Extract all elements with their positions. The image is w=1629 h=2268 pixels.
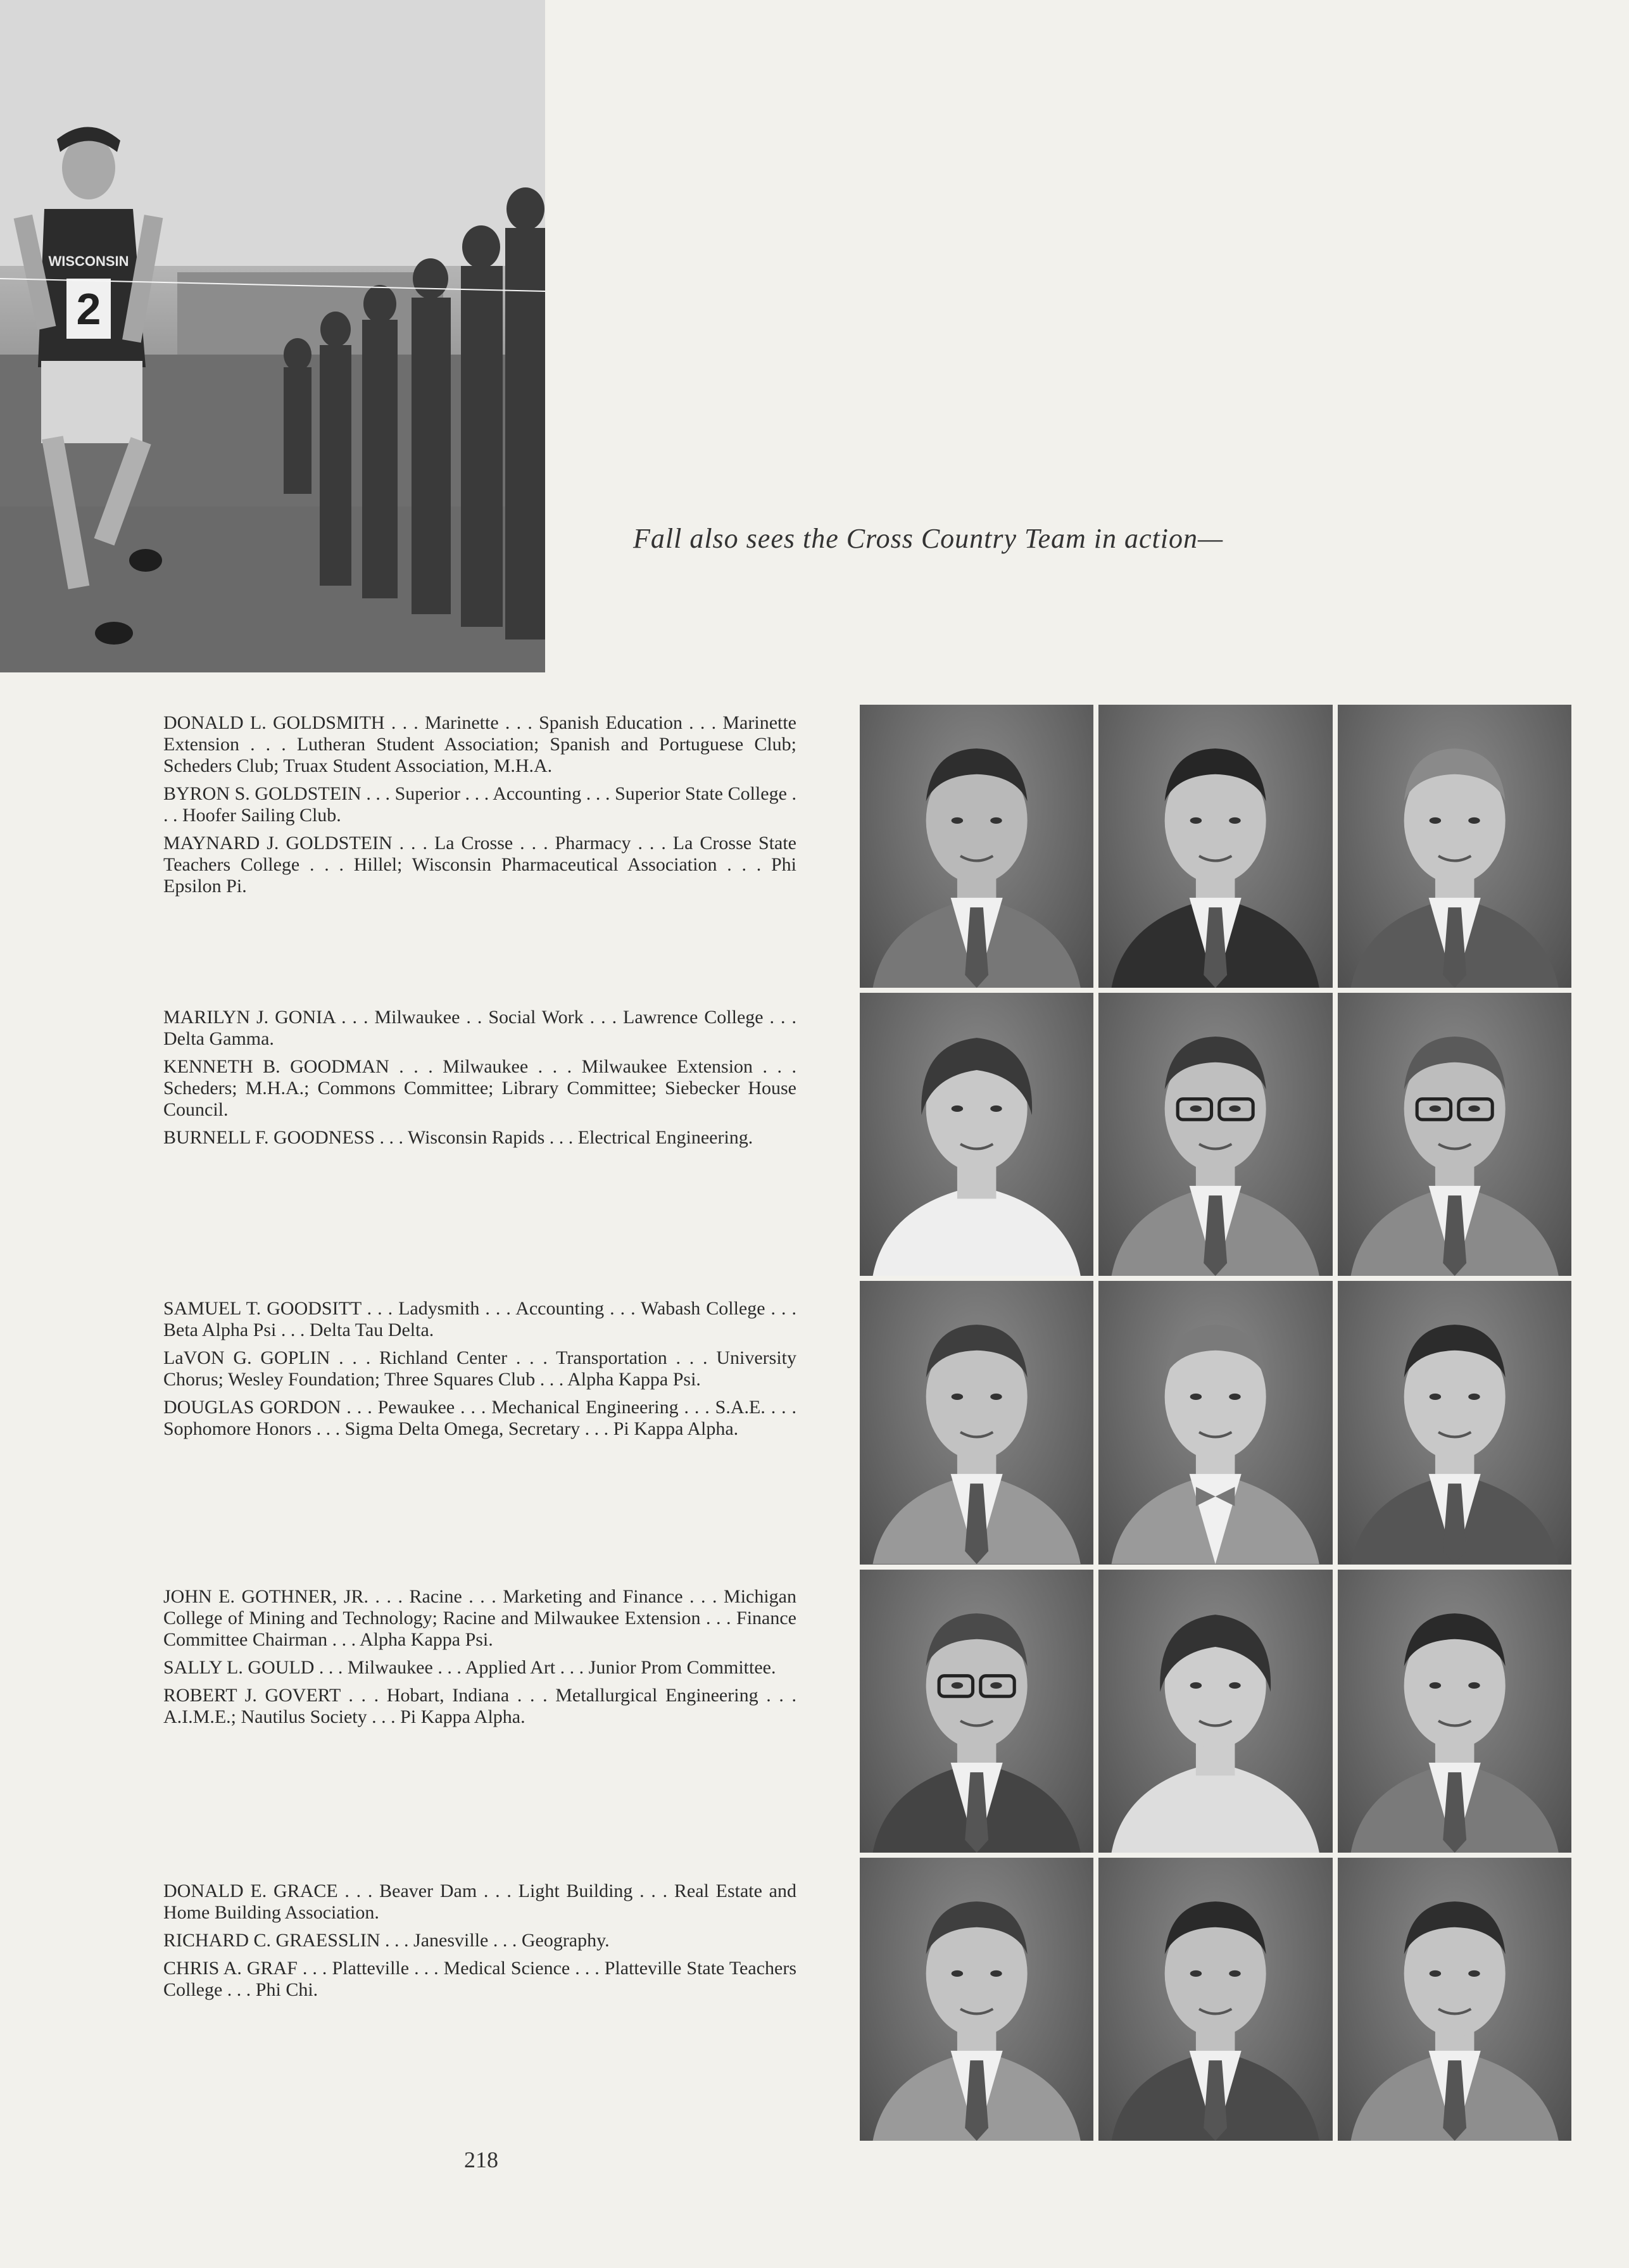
- biography-entry: MARILYN J. GONIA . . . Milwaukee . . Social Work . . . Lawrence College . . . Delta Gamma.: [163, 1007, 796, 1049]
- biography-entry: BURNELL F. GOODNESS . . . Wisconsin Rapids . . . Electrical Engineering.: [163, 1127, 753, 1148]
- portrait-eye: [1230, 1682, 1241, 1688]
- student-portrait: [1098, 705, 1332, 988]
- biography-entry: BYRON S. GOLDSTEIN . . . Superior . . . Accounting . . . Superior State College . . . Hoofer Sailing Club.: [163, 783, 796, 826]
- student-portrait: [1338, 1858, 1571, 2141]
- biography-block: [163, 1007, 796, 1155]
- portrait-eye: [1190, 817, 1202, 824]
- portrait-eye: [1429, 1682, 1440, 1688]
- student-portrait: [860, 1570, 1093, 1853]
- biography-block: [163, 1298, 796, 1446]
- portrait-drawing: [860, 1281, 1093, 1564]
- portrait-drawing: [860, 1858, 1093, 2141]
- portrait-eye: [1230, 1394, 1241, 1400]
- portrait-drawing: [1098, 705, 1332, 988]
- portrait-eye: [952, 1970, 963, 1977]
- portrait-drawing: [1338, 705, 1571, 988]
- portrait-eye: [1190, 1970, 1202, 1977]
- biography-block: [163, 1881, 796, 2007]
- student-portrait: [1098, 1570, 1332, 1853]
- portrait-eye: [1468, 817, 1480, 824]
- biography-entry: SALLY L. GOULD . . . Milwaukee . . . Applied Art . . . Junior Prom Committee.: [163, 1657, 776, 1678]
- student-portrait: [860, 1858, 1093, 2141]
- portrait-eye: [952, 1106, 963, 1112]
- student-portrait: [1098, 1858, 1332, 2141]
- portrait-drawing: [1338, 1858, 1571, 2141]
- student-portrait: [1338, 1281, 1571, 1564]
- portrait-drawing: [1338, 1570, 1571, 1853]
- portrait-eye: [1190, 1394, 1202, 1400]
- portrait-drawing: [860, 993, 1093, 1276]
- portrait-eye: [1429, 1394, 1440, 1400]
- portrait-eye: [1190, 1682, 1202, 1688]
- student-portrait: [1098, 993, 1332, 1276]
- portrait-eye: [1468, 1394, 1480, 1400]
- cross-country-photo: [0, 0, 545, 672]
- portrait-eye: [1468, 1682, 1480, 1688]
- portrait-eye: [952, 817, 963, 824]
- portrait-drawing: [1098, 1858, 1332, 2141]
- student-portrait: [1098, 1281, 1332, 1564]
- student-portrait: [1338, 993, 1571, 1276]
- biography-entry: LaVON G. GOPLIN . . . Richland Center . . . Transportation . . . University Chorus; Wesley Foundation; Three Squares Club . . . Alpha Kappa Psi.: [163, 1347, 796, 1390]
- runner-jersey-text: WISCONSIN: [48, 253, 129, 269]
- portrait-eye: [1468, 1106, 1480, 1112]
- biography-entry: DONALD E. GRACE . . . Beaver Dam . . . Light Building . . . Real Estate and Home Building Association.: [163, 1881, 796, 1923]
- biography-entry: RICHARD C. GRAESSLIN . . . Janesville . . . Geography.: [163, 1930, 610, 1951]
- student-portrait: [860, 993, 1093, 1276]
- portrait-drawing: [1098, 1570, 1332, 1853]
- biography-entry: SAMUEL T. GOODSITT . . . Ladysmith . . . Accounting . . . Wabash College . . . Beta Alpha Psi . . . Delta Tau Delta.: [163, 1298, 796, 1340]
- biography-entry: MAYNARD J. GOLDSTEIN . . . La Crosse . . . Pharmacy . . . La Crosse State Teachers College . . . Hillel; Wisconsin Pharmaceutical Association . . . Phi Epsilon Pi.: [163, 833, 796, 897]
- portrait-eye: [952, 1394, 963, 1400]
- portrait-drawing: [860, 1570, 1093, 1853]
- portrait-drawing: [860, 705, 1093, 988]
- portrait-eye: [1230, 1970, 1241, 1977]
- portrait-eye: [990, 1106, 1002, 1112]
- biography-entry: JOHN E. GOTHNER, JR. . . . Racine . . . Marketing and Finance . . . Michigan College of Mining and Technology; Racine and Milwaukee Extension . . . Finance Committee Chairman . . . Alpha Kappa Psi.: [163, 1586, 796, 1650]
- student-portrait: [1338, 705, 1571, 988]
- portrait-eye: [990, 817, 1002, 824]
- portrait-eye: [1429, 1970, 1440, 1977]
- student-portrait: [860, 1281, 1093, 1564]
- portrait-eye: [990, 1394, 1002, 1400]
- portrait-eye: [1468, 1970, 1480, 1977]
- portrait-eye: [1429, 1106, 1440, 1112]
- portrait-eye: [1429, 817, 1440, 824]
- portrait-drawing: [1098, 993, 1332, 1276]
- portrait-drawing: [1338, 993, 1571, 1276]
- page-number: 218: [464, 2147, 498, 2172]
- student-portrait: [860, 705, 1093, 988]
- biography-entry: ROBERT J. GOVERT . . . Hobart, Indiana . . . Metallurgical Engineering . . . A.I.M.E.; Nautilus Society . . . Pi Kappa Alpha.: [163, 1685, 796, 1727]
- portrait-eye: [952, 1682, 963, 1688]
- portrait-eye: [1230, 817, 1241, 824]
- biography-entry: KENNETH B. GOODMAN . . . Milwaukee . . . Milwaukee Extension . . . Scheders; M.H.A.; Commons Committee; Library Committee; Siebecker House Council.: [163, 1056, 796, 1120]
- biography-block: [163, 1586, 796, 1734]
- photo-caption: Fall also sees the Cross Country Team in action—: [633, 523, 1224, 554]
- biography-entry: DOUGLAS GORDON . . . Pewaukee . . . Mechanical Engineering . . . S.A.E. . . . Sophomore Honors . . . Sigma Delta Omega, Secretary . . . Pi Kappa Alpha.: [163, 1397, 796, 1439]
- runner-bib-number: 2: [76, 284, 101, 334]
- portrait-suit: [1112, 1763, 1319, 1853]
- portrait-eye: [990, 1682, 1002, 1688]
- portrait-eye: [1190, 1106, 1202, 1112]
- biography-block: [163, 712, 796, 904]
- biography-entry: DONALD L. GOLDSMITH . . . Marinette . . . Spanish Education . . . Marinette Extension . . . Lutheran Student Association; Spanish and Portuguese Club; Scheders Club; Truax Student Association, M.H.A.: [163, 712, 796, 776]
- biography-entry: CHRIS A. GRAF . . . Platteville . . . Medical Science . . . Platteville State Teachers College . . . Phi Chi.: [163, 1958, 796, 2000]
- student-portrait: [1338, 1570, 1571, 1853]
- cross-country-photo-drawing: [0, 0, 545, 672]
- portrait-drawing: [1098, 1281, 1332, 1564]
- portrait-grid: [860, 705, 1571, 2141]
- portrait-eye: [990, 1970, 1002, 1977]
- portrait-eye: [1230, 1106, 1241, 1112]
- portrait-drawing: [1338, 1281, 1571, 1564]
- portrait-suit: [873, 1186, 1081, 1276]
